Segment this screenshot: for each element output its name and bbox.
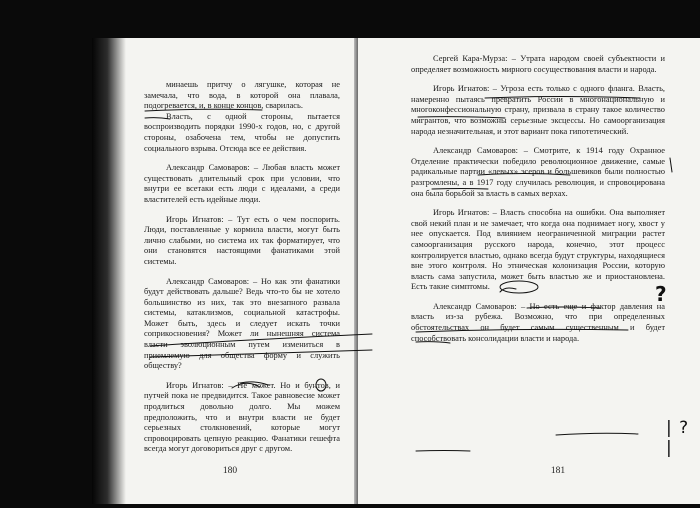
margin-bracket-question-icon: | ? | [666, 418, 690, 458]
paragraph: Игорь Игнатов: – Тут есть о чем поспорить. Люди, поставленные у кормила власти, могут быть лично слабыми, но система их так форматирует, что они становятся настоящими фанатиками этой системы. [144, 214, 340, 266]
right-page-text [411, 54, 665, 344]
paragraph: Сергей Кара-Мурза: – Утрата народом своей субъектности и определяет возможность мирного сосуществования власти и народа. [411, 54, 665, 74]
paragraph: Александр Самоваров: – Любая власть может существовать длительный срок при условии, что внутри ее всетаки есть люди с идеалами, а среди властителей есть идейные люди. [144, 163, 340, 204]
paragraph: Игорь Игнатов: – Власть способна на ошибки. Она выполняет свой некий план и не замечает, что когда она поднимает ногу, хвост у нее опускается. Под влиянием неограниченной миграции растет самоорганизация русского народа, конечно, этот процесс контролируется властью, однако всегда будут структуры, находящиеся вне этого контроля. Но этническая колонизация России, которую власть сама запустила, может быть властью же и приостановлена. Есть такие симптомы. [411, 208, 665, 292]
paragraph: минаешь притчу о лягушке, которая не замечала, что вода, в которой она плавала, подогревается, и, в конце концов, сварилась. [144, 80, 340, 111]
paragraph: Власть, с одной стороны, пытается воспроизводить порядки 1990-х годов, но, с другой стороны, озабочена тем, чтобы не допустить социального взрыва. Отсюда все ее действия. [144, 111, 340, 153]
right-page [358, 38, 700, 504]
paragraph: Александр Самоваров: – Смотрите, к 1914 году Охранное Отделение практически победило революционное движение, самые радикальные партии «левых» эсеров и большевиков были полностью разгромлены, а в 1917 году случилась революция, и спровоцирована она была борьбой за власть в самых верхах. [411, 146, 665, 198]
left-page-text [144, 80, 340, 455]
question-mark-icon: ? [655, 282, 667, 306]
left-page [92, 38, 354, 504]
page-shadow [92, 38, 126, 504]
paragraph: Игорь Игнатов: – Угроза есть только с одного фланга. Власть, намеренно пытаясь превратить России в многонациональную и многоконфессиональную страну, призвала в страну такое количество мигрантов, что возможны серьезные эксцессы. Но самоорганизация народа незначительная, и этот вариант пока гипотетический. [411, 84, 665, 136]
paragraph: Игорь Игнатов: – Не может. Но и бунтов, и путчей пока не предвидится. Такое равновесие может продлиться довольно долго. Мы можем предположить, что и внутри власти не будет серьезных столкновений, которые могут спровоцировать цепную реакцию. Фанатики гешефта всегда могут договориться друг с другом. [144, 380, 340, 454]
page-number: 180 [222, 466, 238, 476]
paragraph: Александр Самоваров: – Но как эти фанатики будут действовать дальше? Ведь что-то бы не хотело большинство из них, так это внезапного развала системы, катаклизмов, социальной катастрофы. Может быть, здесь и следует искать точки соприкосновения? Может ли нынешняя система власти эволюционным путем измениться в приемлемую для общества форму и служить обществу? [144, 276, 340, 371]
page-number: 181 [550, 466, 566, 476]
paragraph: Александр Самоваров: – Но есть еще и фактор давления на власть из-за рубежа. Возможно, что при определенных обстоятельствах он будет самым существенным и будет способствовать консолидации власти и народа. [411, 301, 665, 343]
